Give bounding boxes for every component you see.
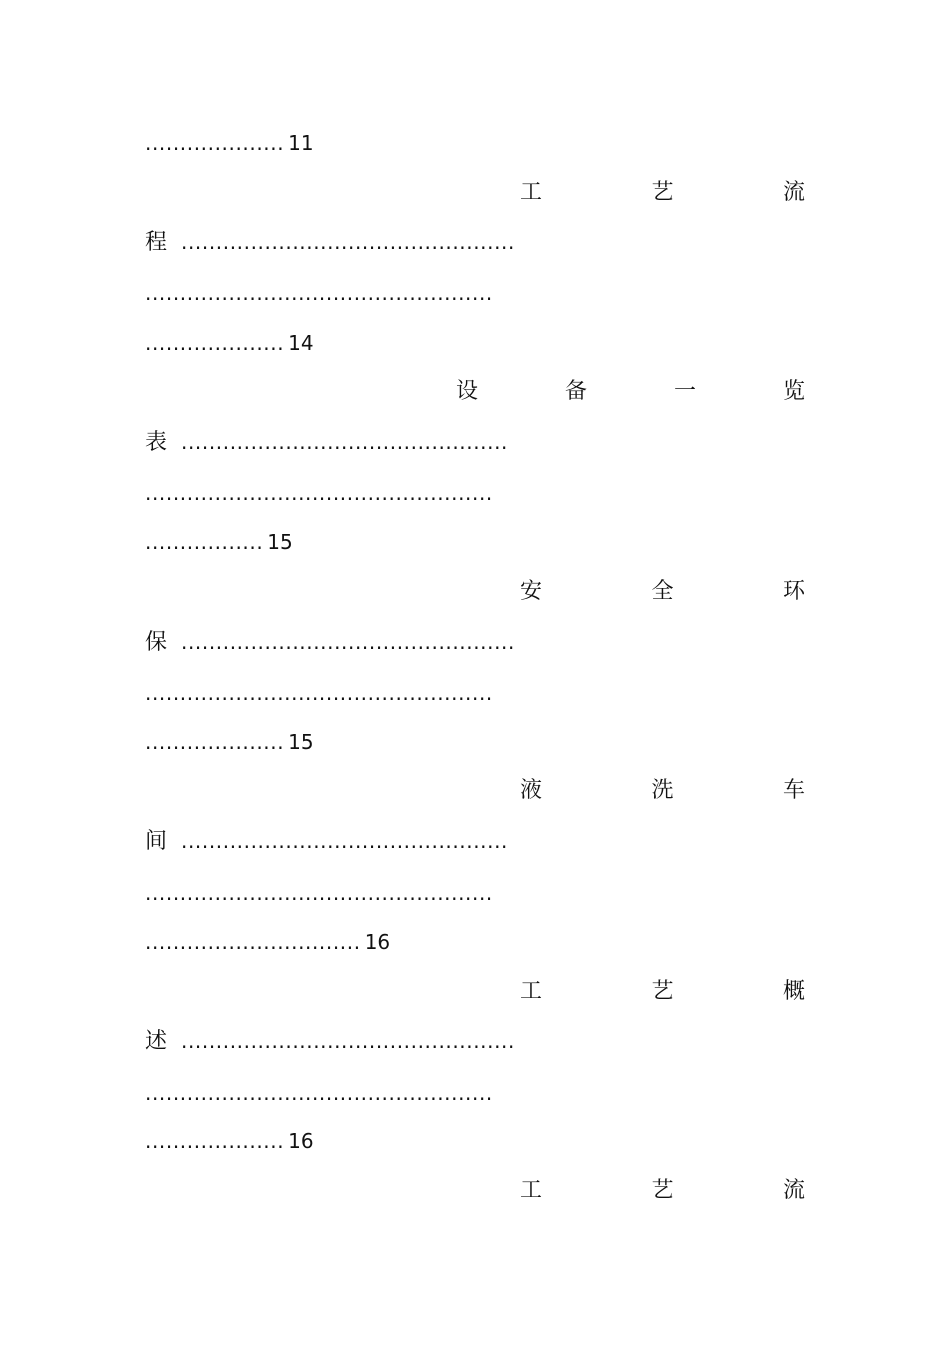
dot-leader: .................... bbox=[145, 331, 285, 355]
title-char: 全 bbox=[651, 579, 674, 604]
title-char: 间 bbox=[145, 829, 168, 854]
title-char: 流 bbox=[782, 180, 805, 205]
title-char: 液 bbox=[520, 778, 543, 803]
toc-line bbox=[145, 1129, 314, 1153]
toc-line bbox=[145, 481, 493, 505]
toc-line bbox=[145, 1081, 493, 1105]
toc-line bbox=[145, 681, 493, 705]
page-number: 15 bbox=[267, 530, 293, 554]
dot-leader: .................... bbox=[145, 131, 285, 155]
dot-leader: ............................................... bbox=[181, 829, 509, 853]
title-char: 艺 bbox=[651, 979, 674, 1004]
title-char: 环 bbox=[782, 579, 805, 604]
title-char: 一 bbox=[673, 379, 696, 404]
toc-line bbox=[145, 1029, 515, 1054]
page-number: 11 bbox=[288, 131, 314, 155]
title-char: 工 bbox=[520, 1178, 543, 1203]
toc-line bbox=[145, 530, 293, 554]
title-char: 设 bbox=[456, 379, 479, 404]
title-char: 安 bbox=[520, 579, 543, 604]
toc-line bbox=[145, 331, 314, 355]
toc-line bbox=[145, 131, 314, 155]
title-char: 车 bbox=[782, 778, 805, 803]
title-char: 工 bbox=[520, 979, 543, 1004]
title-char: 述 bbox=[145, 1029, 168, 1054]
title-char: 备 bbox=[564, 379, 587, 404]
title-char: 流 bbox=[782, 1178, 805, 1203]
page-number: 16 bbox=[288, 1129, 314, 1153]
page-number: 16 bbox=[364, 930, 391, 954]
toc-title-spread bbox=[520, 1179, 805, 1203]
dot-leader: .................................................. bbox=[145, 1081, 493, 1105]
dot-leader: ............................................... bbox=[181, 430, 509, 454]
dot-leader: .................................................. bbox=[145, 281, 493, 305]
toc-line bbox=[145, 930, 390, 954]
dot-leader: .................................................. bbox=[145, 481, 493, 505]
title-char: 保 bbox=[145, 630, 168, 655]
toc-line bbox=[145, 881, 493, 905]
page-number: 14 bbox=[288, 331, 314, 355]
title-char: 洗 bbox=[651, 778, 674, 803]
toc-line bbox=[145, 829, 508, 854]
dot-leader: ................................................ bbox=[181, 1029, 515, 1053]
toc-title-spread bbox=[520, 580, 805, 604]
toc-line bbox=[145, 430, 508, 455]
title-char: 工 bbox=[520, 180, 543, 205]
toc-title-spread bbox=[520, 181, 805, 205]
dot-leader: .................... bbox=[145, 1129, 285, 1153]
toc-line bbox=[145, 730, 314, 754]
title-char: 艺 bbox=[651, 1178, 674, 1203]
toc-line bbox=[145, 630, 515, 655]
dot-leader: ................................................ bbox=[181, 230, 515, 254]
dot-leader: ............................... bbox=[145, 930, 361, 954]
toc-title-spread bbox=[520, 980, 805, 1004]
title-char: 艺 bbox=[651, 180, 674, 205]
toc-line bbox=[145, 230, 515, 255]
title-char: 概 bbox=[782, 979, 805, 1004]
dot-leader: ................................................ bbox=[181, 630, 515, 654]
title-char: 程 bbox=[145, 230, 168, 255]
title-char: 表 bbox=[145, 430, 168, 455]
dot-leader: .................................................. bbox=[145, 681, 493, 705]
dot-leader: ................. bbox=[145, 530, 264, 554]
toc-line bbox=[145, 281, 493, 305]
toc-title-spread bbox=[520, 779, 805, 803]
title-char: 览 bbox=[782, 379, 805, 404]
dot-leader: .................... bbox=[145, 730, 285, 754]
page-number: 15 bbox=[288, 730, 314, 754]
toc-title-spread bbox=[456, 380, 805, 404]
dot-leader: .................................................. bbox=[145, 881, 493, 905]
